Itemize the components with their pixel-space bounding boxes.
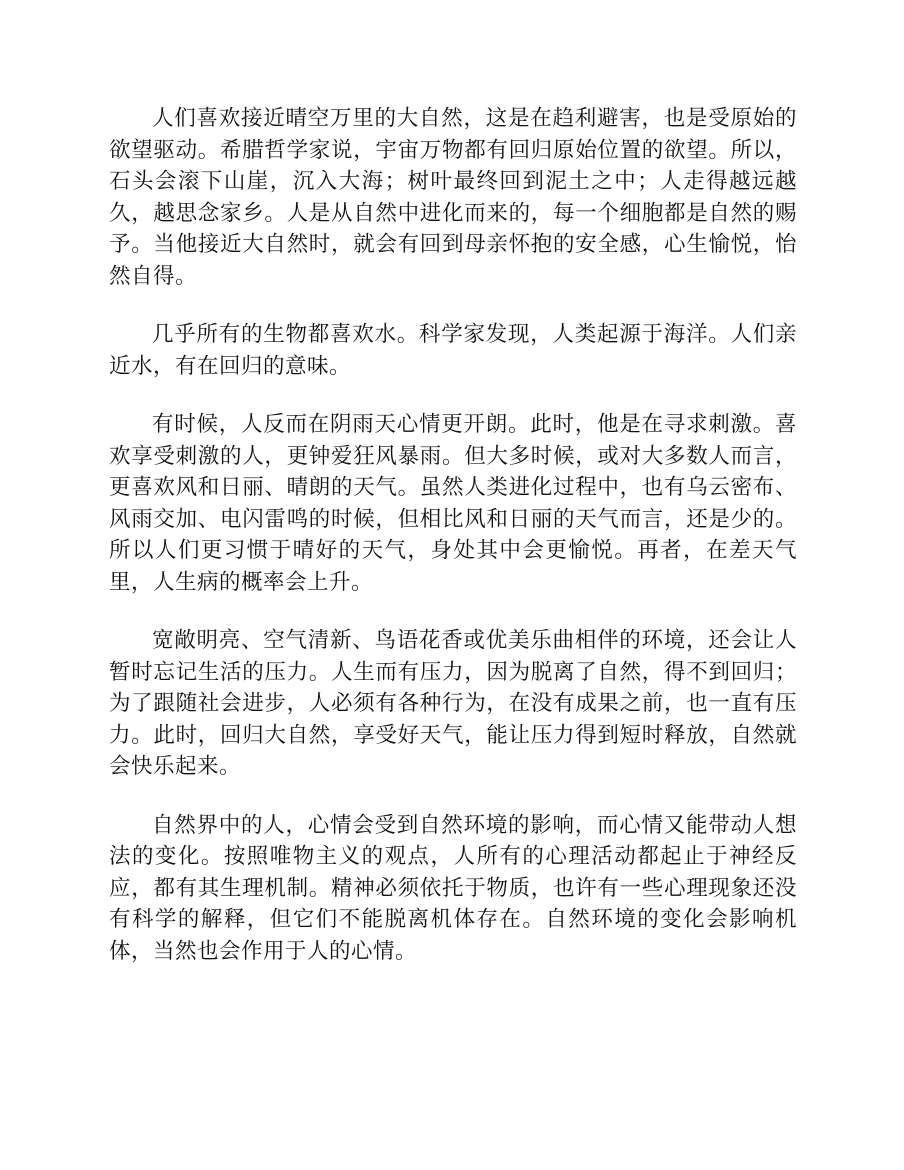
paragraph-5: 自然界中的人，心情会受到自然环境的影响，而心情又能带动人想法的变化。按照唯物主义的观点，人所有的心理活动都起止于神经反应，都有其生理机制。精神必须依托于物质，也许有一些心理现象还没有科学的解释，但它们不能脱离机体存在。自然环境的变化会影响机体，当然也会作用于人的心情。: [109, 812, 797, 964]
paragraph-3: 有时候，人反而在阴雨天心情更开朗。此时，他是在寻求刺激。喜欢享受刺激的人，更钟爱狂风暴雨。但大多时候，或对大多数人而言，更喜欢风和日丽、晴朗的天气。虽然人类进化过程中，也有乌云密布、风雨交加、电闪雷鸣的时候，但相比风和日丽的天气而言，还是少的。所以人们更习惯于晴好的天气，身处其中会更愉悦。再者，在差天气里，人生病的概率会上升。: [109, 412, 797, 595]
paragraph-2: 几乎所有的生物都喜欢水。科学家发现，人类起源于海洋。人们亲近水，有在回归的意味。: [109, 322, 797, 379]
document-body: [109, 103, 797, 994]
paragraph-1: 人们喜欢接近晴空万里的大自然，这是在趋利避害，也是受原始的欲望驱动。希腊哲学家说，宇宙万物都有回归原始位置的欲望。所以，石头会滚下山崖，沉入大海；树叶最终回到泥土之中；人走得越远越久，越思念家乡。人是从自然中进化而来的，每一个细胞都是自然的赐予。当他接近大自然时，就会有回到母亲怀抱的安全感，心生愉悦，怡然自得。: [109, 106, 797, 289]
paragraph-4: 宽敞明亮、空气清新、鸟语花香或优美乐曲相伴的环境，还会让人暂时忘记生活的压力。人生而有压力，因为脱离了自然，得不到回归；为了跟随社会进步，人必须有各种行为，在没有成果之前，也一直有压力。此时，回归大自然，享受好天气，能让压力得到短时释放，自然就会快乐起来。: [109, 628, 797, 779]
